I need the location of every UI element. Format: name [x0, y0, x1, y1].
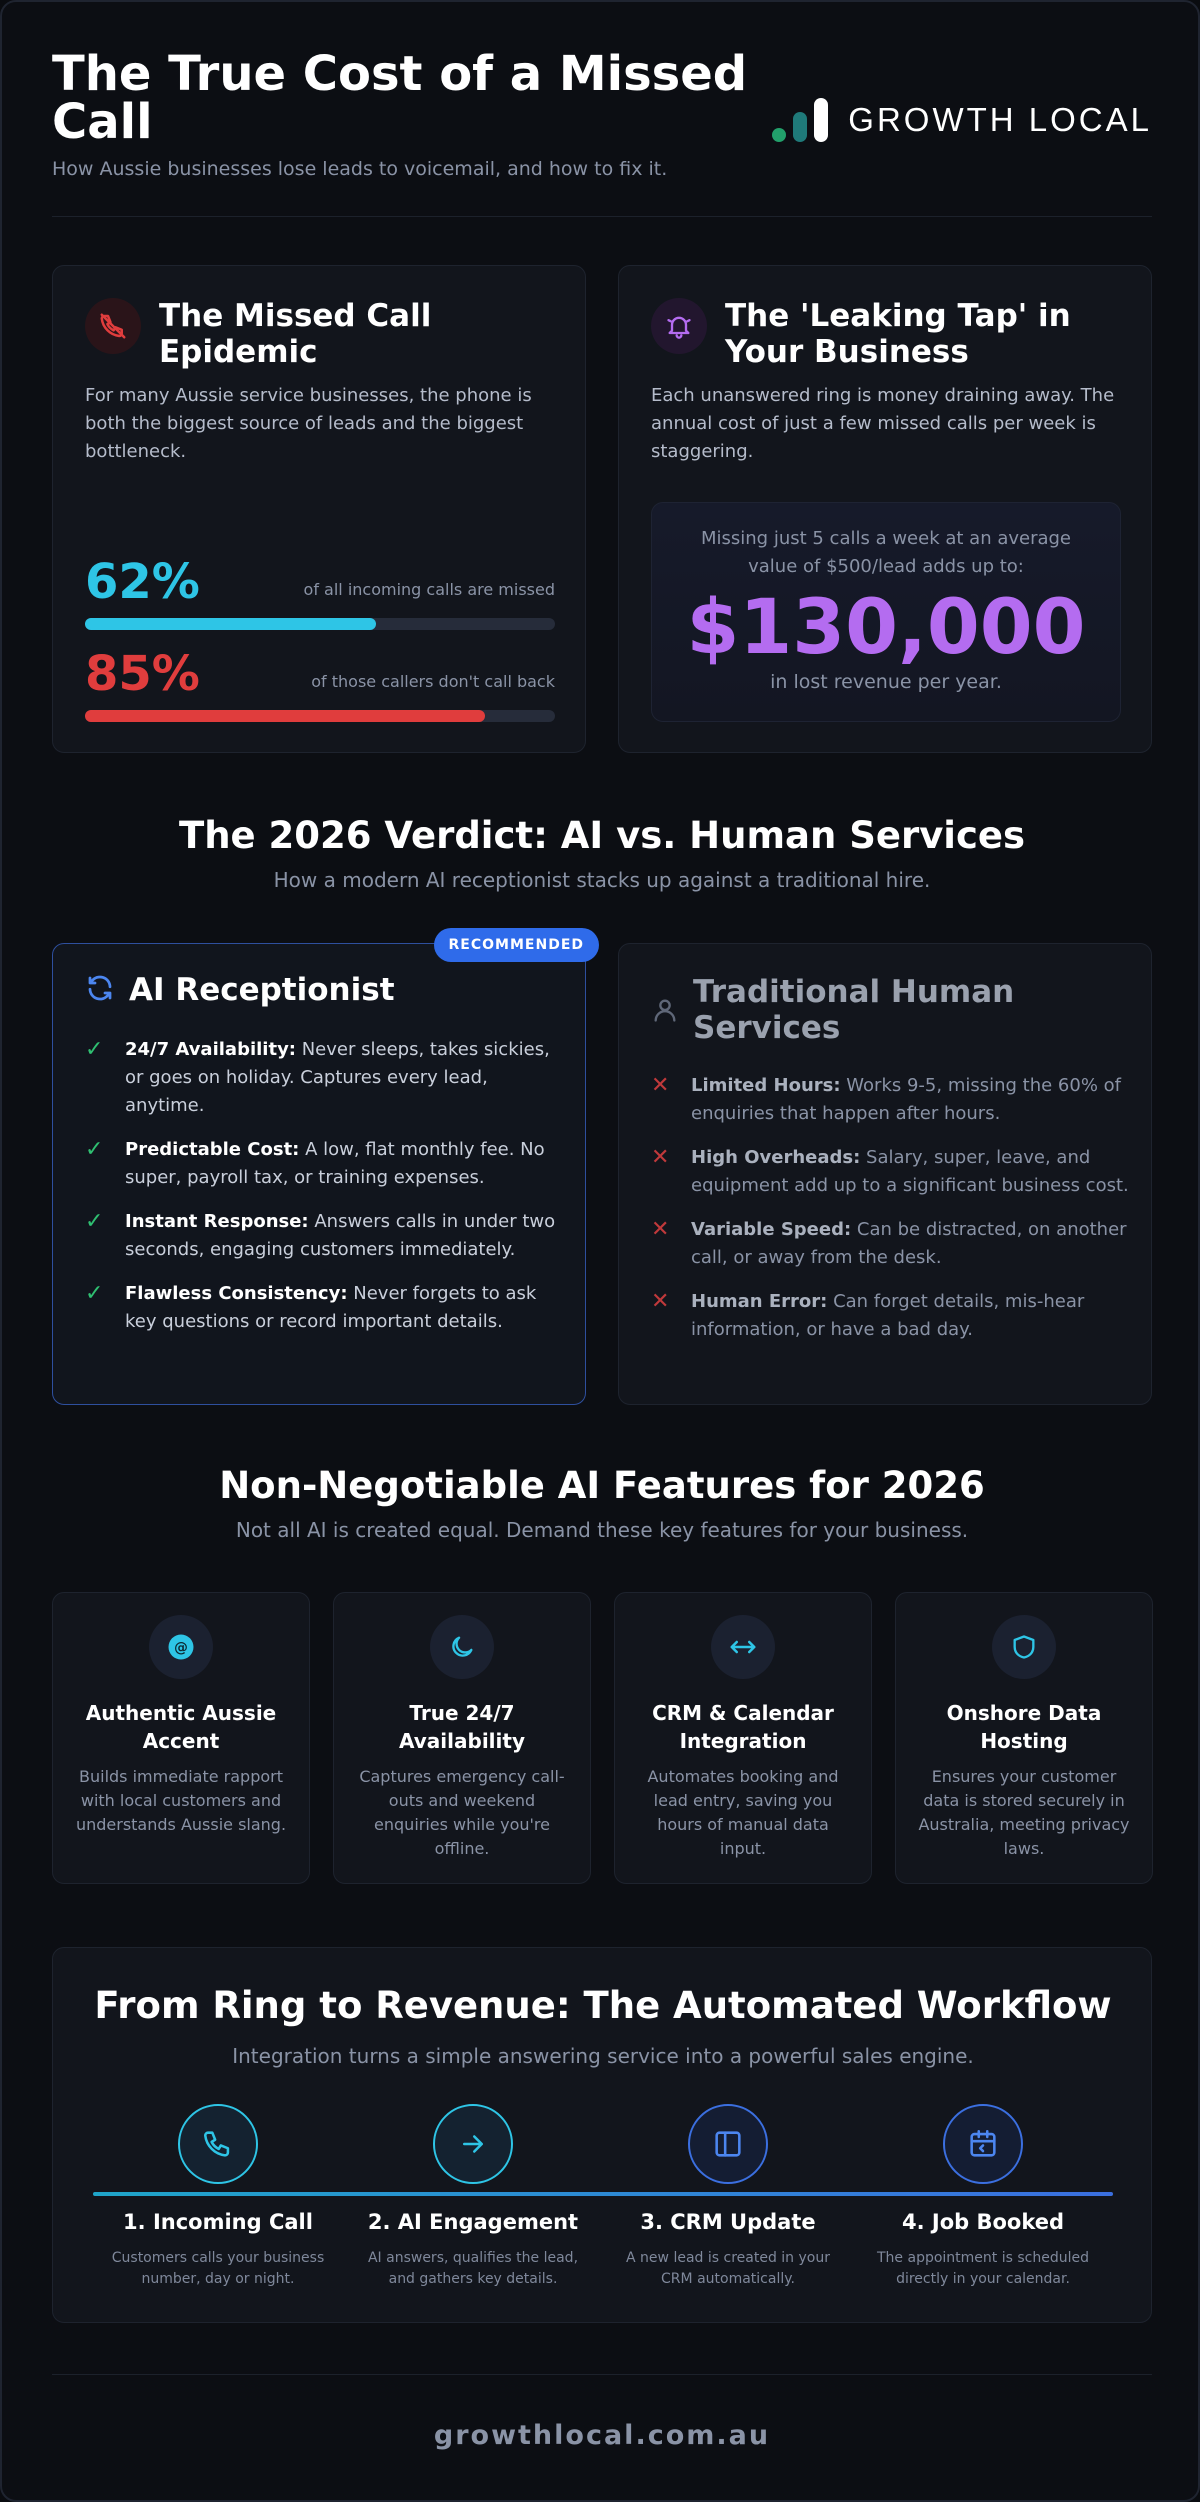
feature-desc: Ensures your customer data is stored securely in Australia, meeting privacy laws.	[918, 1767, 1130, 1858]
workflow-step-1	[93, 2104, 343, 2290]
feature-text	[125, 1208, 565, 1264]
feature-desc: Captures emergency call-outs and weekend enquiries while you're offline.	[359, 1767, 565, 1858]
ai-title: AI Receptionist	[129, 972, 395, 1008]
feature-title: True 24/7 Availability	[399, 1701, 525, 1753]
bell-alert-icon	[651, 298, 707, 354]
step-desc: The appointment is scheduled directly in your calendar.	[877, 2250, 1089, 2287]
feature-title: Onshore Data Hosting	[946, 1701, 1102, 1753]
human-title: Traditional Human Services	[693, 974, 1015, 1046]
step-desc: Customers calls your business number, day or night.	[111, 2250, 325, 2287]
progress-fill	[85, 710, 485, 722]
feature-label: Instant Response:	[125, 1211, 309, 1232]
stat-value: 85%	[85, 646, 200, 702]
ai-feature-item	[85, 1208, 565, 1264]
feature-desc: Automates booking and lead entry, saving you hours of manual data input.	[647, 1767, 839, 1858]
step-title: 4. Job Booked	[901, 2210, 1065, 2234]
step-desc: AI answers, qualifies the lead, and gathers key details.	[367, 2250, 579, 2287]
logo-text: GROWTH LOCAL	[848, 101, 1152, 138]
footer-divider	[52, 2374, 1152, 2375]
feature-text	[125, 1280, 565, 1336]
header-divider	[52, 216, 1152, 217]
feature-card-availability	[333, 1592, 591, 1884]
feature-desc: Can forget details, mis-hear information, or have a bad day.	[691, 1291, 1085, 1340]
human-feature-item	[651, 1072, 1131, 1128]
human-feature-list	[651, 1072, 1131, 1360]
feature-desc: Can be distracted, on another call, or away from the desk.	[691, 1219, 1127, 1268]
phone-off-icon	[85, 298, 141, 354]
aussie-accent-icon	[149, 1615, 213, 1679]
feature-title: Authentic Aussie Accent	[85, 1701, 277, 1753]
page-subtitle: How Aussie businesses lose leads to voicemail, and how to fix it.	[52, 158, 668, 180]
leaking-title: The 'Leaking Tap' in Your Business	[725, 298, 1071, 370]
feature-desc: Answers calls in under two seconds, engaging customers immediately.	[125, 1211, 556, 1260]
stat-no-callback	[85, 646, 555, 706]
workflow-card	[52, 1947, 1152, 2323]
verdict-title: The 2026 Verdict: AI vs. Human Services	[178, 814, 1026, 857]
header	[52, 46, 1152, 190]
feature-desc: Works 9-5, missing the 60% of enquiries that happen after hours.	[691, 1075, 1122, 1124]
arrow-right-icon	[433, 2104, 513, 2184]
moon-icon	[430, 1615, 494, 1679]
features-title: Non-Negotiable AI Features for 2026	[219, 1464, 985, 1507]
feature-title: CRM & Calendar Integration	[652, 1701, 834, 1753]
human-services-card	[618, 943, 1152, 1405]
workflow-step-4	[858, 2104, 1108, 2290]
step-desc: A new lead is created in your CRM automatically.	[626, 2250, 830, 2287]
feature-text	[691, 1072, 1131, 1128]
feature-text	[691, 1288, 1131, 1344]
progress-fill	[85, 618, 376, 630]
cross-icon: ✕	[651, 1217, 670, 1242]
cross-icon: ✕	[651, 1145, 670, 1170]
calendar-icon	[943, 2104, 1023, 2184]
step-title: 1. Incoming Call	[123, 2210, 313, 2234]
verdict-subtitle: How a modern AI receptionist stacks up against a traditional hire.	[273, 868, 931, 892]
missed-call-epidemic-card	[52, 265, 586, 753]
human-feature-item	[651, 1216, 1131, 1272]
feature-label: 24/7 Availability:	[125, 1039, 296, 1060]
panel-icon	[688, 2104, 768, 2184]
feature-label: Predictable Cost:	[125, 1139, 300, 1160]
step-title: 3. CRM Update	[640, 2210, 816, 2234]
svg-text:@: @	[174, 1640, 188, 1656]
recommended-badge: RECOMMENDED	[434, 928, 599, 962]
feature-label: Flawless Consistency:	[125, 1283, 348, 1304]
feature-card-crm	[614, 1592, 872, 1884]
workflow-step-3	[603, 2104, 853, 2290]
feature-label: Variable Speed:	[691, 1219, 852, 1240]
feature-desc: A low, flat monthly fee. No super, payroll tax, or training expenses.	[125, 1139, 545, 1188]
footer-url-link[interactable]: growthlocal.com.au	[433, 2420, 771, 2451]
phone-icon	[178, 2104, 258, 2184]
feature-text	[125, 1036, 565, 1120]
ai-feature-item	[85, 1136, 565, 1192]
progress-bar-no-callback	[85, 710, 555, 722]
ai-feature-item	[85, 1036, 565, 1120]
workflow-step-2	[348, 2104, 598, 2290]
check-icon: ✓	[85, 1209, 104, 1234]
feature-desc: Never forgets to ask key questions or record important details.	[125, 1283, 537, 1332]
check-icon: ✓	[85, 1037, 104, 1062]
cross-icon: ✕	[651, 1289, 670, 1314]
cross-icon: ✕	[651, 1073, 670, 1098]
leaking-body: Each unanswered ring is money draining away. The annual cost of just a few missed calls per week is staggering.	[651, 385, 1115, 462]
stat-value: 62%	[85, 554, 200, 610]
page-title: The True Cost of a Missed Call	[52, 46, 748, 150]
ai-feature-list	[85, 1036, 565, 1352]
arrows-horizontal-icon	[711, 1615, 775, 1679]
stat-label: of those callers don't call back	[311, 672, 555, 691]
workflow-title: From Ring to Revenue: The Automated Workflow	[94, 1984, 1112, 2027]
workflow-subtitle: Integration turns a simple answering service into a powerful sales engine.	[232, 2044, 974, 2068]
callout-foot: in lost revenue per year.	[770, 671, 1002, 693]
feature-card-accent	[52, 1592, 310, 1884]
feature-text	[125, 1136, 565, 1192]
epidemic-title: The Missed Call Epidemic	[159, 298, 432, 370]
check-icon: ✓	[85, 1137, 104, 1162]
ai-receptionist-card	[52, 937, 586, 1405]
feature-label: Limited Hours:	[691, 1075, 841, 1096]
feature-label: High Overheads:	[691, 1147, 861, 1168]
leaking-tap-card	[618, 265, 1152, 753]
human-feature-item	[651, 1144, 1131, 1200]
feature-desc: Builds immediate rapport with local customers and understands Aussie slang.	[75, 1767, 287, 1834]
ai-feature-item	[85, 1280, 565, 1336]
shield-icon	[992, 1615, 1056, 1679]
human-feature-item	[651, 1288, 1131, 1344]
check-icon: ✓	[85, 1281, 104, 1306]
callout-value: $130,000	[686, 582, 1086, 671]
stat-missed-calls	[85, 554, 555, 614]
logo-mark-icon	[772, 98, 828, 142]
refresh-icon	[85, 973, 115, 1007]
feature-label: Human Error:	[691, 1291, 828, 1312]
step-title: 2. AI Engagement	[367, 2210, 579, 2234]
feature-desc: Salary, super, leave, and equipment add up to a significant business cost.	[691, 1147, 1129, 1196]
feature-text	[691, 1216, 1131, 1272]
user-icon	[651, 996, 679, 1028]
brand-logo[interactable]	[772, 98, 1152, 142]
epidemic-body: For many Aussie service businesses, the phone is both the biggest source of leads and the biggest bottleneck.	[85, 385, 532, 462]
features-subtitle: Not all AI is created equal. Demand these key features for your business.	[235, 1518, 969, 1542]
feature-text	[691, 1144, 1131, 1200]
lost-revenue-callout	[651, 502, 1121, 722]
feature-desc: Never sleeps, takes sickies, or goes on holiday. Captures every lead, anytime.	[125, 1039, 550, 1116]
feature-card-hosting	[895, 1592, 1153, 1884]
stat-label: of all incoming calls are missed	[303, 580, 555, 599]
callout-text: Missing just 5 calls a week at an average value of $500/lead adds up to:	[700, 528, 1072, 577]
progress-bar-missed	[85, 618, 555, 630]
